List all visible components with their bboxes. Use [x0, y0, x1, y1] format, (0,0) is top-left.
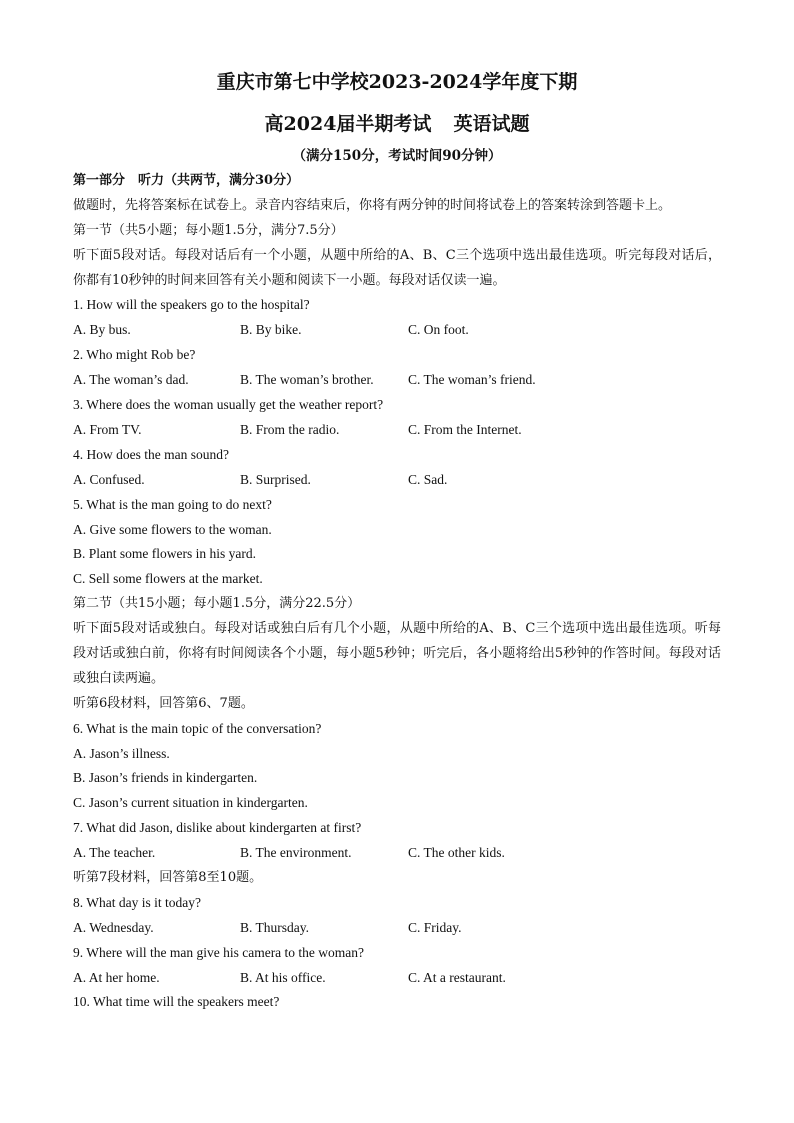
question-2: 2. Who might Rob be? — [73, 347, 196, 363]
exam-content — [73, 169, 721, 1015]
option-c: C. Sad. — [408, 471, 448, 487]
section2-instruction: 听下面5段对话或独白。每段对话或独白后有几个小题，从题中所给的A、B、C三个选项中选出最佳选项。听每段对话或独白前，你将有时间阅读各个小题，每小题5秒钟；听完后，各小题将给出5秒钟的作答时间。每段对话或独白读两遍。 — [73, 621, 721, 686]
option-c: C. The other kids. — [408, 845, 505, 861]
question-10: 10. What time will the speakers meet? — [73, 994, 280, 1010]
question-5: 5. What is the man going to do next? — [73, 496, 272, 512]
material-7-note: 听第7段材料，回答第8至10题。 — [73, 870, 263, 886]
option-b: B. Plant some flowers in his yard. — [73, 546, 256, 562]
option-a: A. By bus. — [73, 322, 131, 338]
exam-title-grade: 高2024届半期考试 — [264, 113, 432, 135]
option-a: A. At her home. — [73, 969, 160, 985]
option-a: A. Give some flowers to the woman. — [73, 521, 272, 537]
option-a: A. The teacher. — [73, 845, 156, 861]
exam-title-course: 英语试题 — [453, 113, 530, 135]
option-a: A. Jason’s illness. — [73, 745, 170, 761]
section2-heading: 第二节（共15小题；每小题1.5分，满分22.5分） — [73, 596, 361, 612]
option-a: A. The woman’s dad. — [73, 372, 189, 388]
question-1-options — [73, 318, 721, 343]
option-c: C. Sell some flowers at the market. — [73, 571, 263, 587]
option-c: C. Jason’s current situation in kindergarten. — [73, 795, 308, 811]
option-b: B. Thursday. — [240, 919, 309, 935]
question-7-options — [73, 841, 721, 866]
option-b: B. Surprised. — [240, 471, 311, 487]
question-8: 8. What day is it today? — [73, 894, 201, 910]
option-a: A. From TV. — [73, 421, 142, 437]
option-c: C. From the Internet. — [408, 421, 522, 437]
question-3-options — [73, 418, 721, 443]
part1-instruction: 做题时，先将答案标在试卷上。录音内容结束后，你将有两分钟的时间将试卷上的答案转涂到答题卡上。 — [73, 197, 672, 213]
option-a: A. Wednesday. — [73, 919, 154, 935]
option-b: B. The woman’s brother. — [240, 372, 374, 388]
question-2-options — [73, 368, 721, 393]
option-b: B. By bike. — [240, 322, 302, 338]
option-c: C. At a restaurant. — [408, 969, 506, 985]
option-b: B. Jason’s friends in kindergarten. — [73, 770, 258, 786]
exam-title-subject — [0, 108, 794, 140]
question-6: 6. What is the main topic of the conversation? — [73, 720, 322, 736]
option-c: C. On foot. — [408, 322, 469, 338]
option-c: C. The woman’s friend. — [408, 372, 536, 388]
section1-heading: 第一节（共5小题；每小题1.5分，满分7.5分） — [73, 222, 344, 238]
option-b: B. The environment. — [240, 845, 352, 861]
question-4: 4. How does the man sound? — [73, 446, 229, 462]
question-7: 7. What did Jason, dislike about kindergarten at first? — [73, 820, 362, 836]
question-1: 1. How will the speakers go to the hospital? — [73, 297, 310, 313]
question-8-options — [73, 916, 721, 941]
exam-title-school: 重庆市第七中学校2023-2024学年度下期 — [216, 71, 578, 93]
option-a: A. Confused. — [73, 471, 145, 487]
option-c: C. Friday. — [408, 919, 462, 935]
section1-instruction: 听下面5段对话。每段对话后有一个小题，从题中所给的A、B、C三个选项中选出最佳选项。听完每段对话后，你都有10秒钟的时间来回答有关小题和阅读下一小题。每段对话仅读一遍。 — [73, 247, 721, 288]
option-b: B. At his office. — [240, 969, 326, 985]
exam-subtitle: （满分150分，考试时间90分钟） — [292, 148, 502, 164]
question-9-options — [73, 966, 721, 991]
question-3: 3. Where does the woman usually get the weather report? — [73, 397, 384, 413]
part1-heading: 第一部分 听力（共两节，满分30分） — [73, 173, 300, 188]
question-9: 9. Where will the man give his camera to the woman? — [73, 944, 365, 960]
question-4-options — [73, 468, 721, 493]
material-6-note: 听第6段材料，回答第6、7题。 — [73, 695, 254, 711]
option-b: B. From the radio. — [240, 421, 340, 437]
